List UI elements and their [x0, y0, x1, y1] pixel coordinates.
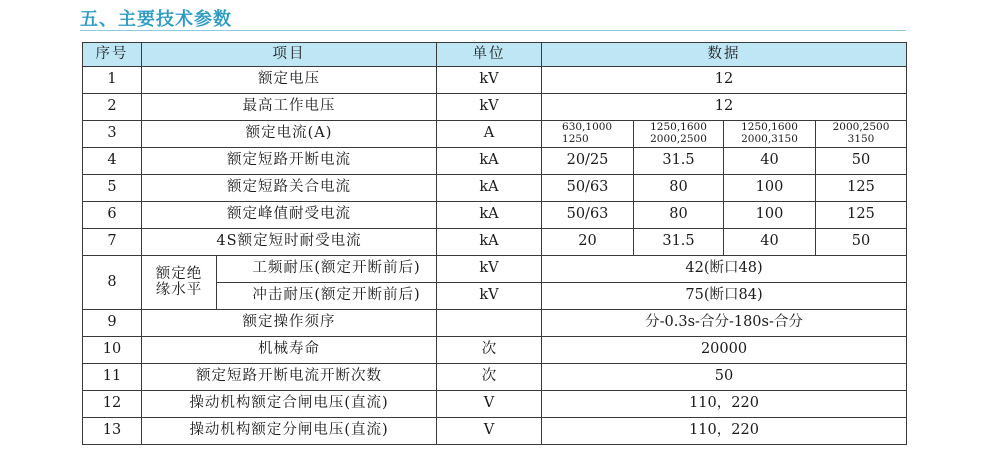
- row-value: 125: [816, 175, 907, 202]
- header-unit: 单位: [437, 43, 542, 67]
- table-row: [83, 202, 907, 229]
- row-item: 额定峰值耐受电流: [142, 202, 437, 229]
- row-item: 最高工作电压: [142, 94, 437, 121]
- row-value: 2000,2500 3150: [816, 121, 907, 148]
- row-item: 操动机构额定分闸电压(直流): [142, 418, 437, 445]
- row-value: 80: [634, 202, 724, 229]
- row-unit: 次: [437, 364, 542, 391]
- row-value: 40: [724, 148, 816, 175]
- row-unit: [437, 310, 542, 337]
- table-row: [83, 364, 907, 391]
- row-value: 1250,1600 2000,3150: [724, 121, 816, 148]
- row-unit: A: [437, 121, 542, 148]
- row-unit: kA: [437, 175, 542, 202]
- row-no: 2: [83, 94, 142, 121]
- row-no: 3: [83, 121, 142, 148]
- row-unit: kV: [437, 67, 542, 94]
- row-value: 125: [816, 202, 907, 229]
- row-value: 50: [816, 229, 907, 256]
- header-data: 数据: [542, 43, 907, 67]
- row-item: 冲击耐压(额定开断前后): [217, 283, 437, 310]
- table-row: [83, 148, 907, 175]
- row-value: 分-0.3s-合分-180s-合分: [542, 310, 907, 337]
- row-item: 额定短路关合电流: [142, 175, 437, 202]
- table-row: [83, 391, 907, 418]
- row-unit: 次: [437, 337, 542, 364]
- row-value: 75(断口84): [542, 283, 907, 310]
- row-item: 额定电流(A): [142, 121, 437, 148]
- row-value: 50: [816, 148, 907, 175]
- row-item: 额定短路开断电流开断次数: [142, 364, 437, 391]
- row-value: 20000: [542, 337, 907, 364]
- row-no: 5: [83, 175, 142, 202]
- row-item: 额定操作须序: [142, 310, 437, 337]
- row-value: 31.5: [634, 229, 724, 256]
- row-item: 工频耐压(额定开断前后): [217, 256, 437, 283]
- section-header: [0, 0, 984, 32]
- table-row: [83, 175, 907, 202]
- row-value: 100: [724, 202, 816, 229]
- section-title: 五、主要技术参数: [80, 9, 232, 30]
- row-no: 1: [83, 67, 142, 94]
- row-value: 110，220: [542, 391, 907, 418]
- table-row: [83, 256, 907, 283]
- row-no: 7: [83, 229, 142, 256]
- row-unit: kV: [437, 94, 542, 121]
- header-no: 序号: [83, 43, 142, 67]
- row-unit: kA: [437, 202, 542, 229]
- row-value: 31.5: [634, 148, 724, 175]
- row-value: 110，220: [542, 418, 907, 445]
- table-row: [83, 310, 907, 337]
- row-value: 20/25: [542, 148, 634, 175]
- row-no: 9: [83, 310, 142, 337]
- table-header-row: [83, 43, 907, 67]
- row-value: 12: [542, 67, 907, 94]
- row-no: 12: [83, 391, 142, 418]
- row-unit: kA: [437, 229, 542, 256]
- row-no: 10: [83, 337, 142, 364]
- table-row: [83, 418, 907, 445]
- row-unit: V: [437, 391, 542, 418]
- row-no: 6: [83, 202, 142, 229]
- row-no: 8: [83, 256, 142, 310]
- row-unit: kV: [437, 283, 542, 310]
- row-value: 42(断口48): [542, 256, 907, 283]
- row-item: 额定短路开断电流: [142, 148, 437, 175]
- table-row: [83, 94, 907, 121]
- row-value: 630,1000 1250: [542, 121, 634, 148]
- tech-params-table: [82, 42, 907, 445]
- table-row: [83, 229, 907, 256]
- row-item: 4S额定短时耐受电流: [142, 229, 437, 256]
- row-group-label: 额定绝 缘水平: [142, 256, 217, 310]
- row-item: 额定电压: [142, 67, 437, 94]
- row-item: 机械寿命: [142, 337, 437, 364]
- table-row: [83, 337, 907, 364]
- row-value: 50/63: [542, 175, 634, 202]
- row-no: 13: [83, 418, 142, 445]
- row-no: 11: [83, 364, 142, 391]
- row-no: 4: [83, 148, 142, 175]
- row-unit: kA: [437, 148, 542, 175]
- row-value: 12: [542, 94, 907, 121]
- row-item: 操动机构额定合闸电压(直流): [142, 391, 437, 418]
- table-row: [83, 121, 907, 148]
- title-divider: [80, 30, 906, 31]
- row-value: 100: [724, 175, 816, 202]
- row-value: 80: [634, 175, 724, 202]
- table-row: [83, 67, 907, 94]
- row-unit: kV: [437, 256, 542, 283]
- row-value: 50/63: [542, 202, 634, 229]
- row-value: 20: [542, 229, 634, 256]
- row-unit: V: [437, 418, 542, 445]
- row-value: 1250,1600 2000,2500: [634, 121, 724, 148]
- row-value: 50: [542, 364, 907, 391]
- header-item: 项目: [142, 43, 437, 67]
- row-value: 40: [724, 229, 816, 256]
